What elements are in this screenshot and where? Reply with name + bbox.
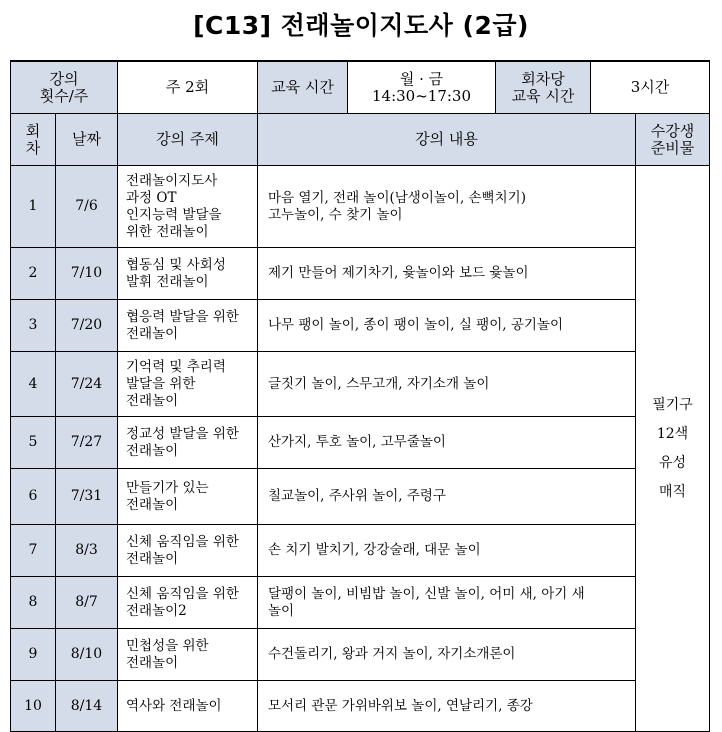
row-content: 산가지, 투호 놀이, 고무줄놀이 [258,417,636,469]
row-content: 제기 만들어 제기차기, 윷놀이와 보드 윷놀이 [258,248,636,300]
header-content: 강의 내용 [258,114,636,166]
session-value: 3시간 [591,61,710,114]
row-content: 모서리 관문 가위바위보 놀이, 연날리기, 종강 [258,681,636,732]
page-title: [C13] 전래놀이지도사 (2급) [193,11,529,40]
supplies-cell: 필기구 12색 유성 매직 [636,166,710,732]
row-date: 7/31 [56,469,118,525]
table-row [11,629,710,681]
row-number: 10 [11,681,56,732]
row-content: 달팽이 놀이, 비빔밥 놀이, 신발 놀이, 어미 새, 아기 새 놀이 [258,577,636,629]
row-topic: 신체 움직임을 위한 전래놀이 [118,525,258,577]
row-number: 1 [11,166,56,248]
row-topic: 만들기가 있는 전래놀이 [118,469,258,525]
row-content: 마음 열기, 전래 놀이(남생이놀이, 손뼉치기) 고누놀이, 수 찾기 놀이 [258,166,636,248]
row-date: 8/10 [56,629,118,681]
schedule-table [10,60,710,732]
table-row [11,166,710,248]
table-row [11,525,710,577]
row-date: 8/3 [56,525,118,577]
header-no: 회 차 [11,114,56,166]
row-date: 8/7 [56,577,118,629]
row-content: 수건돌리기, 왕과 거지 놀이, 자기소개론이 [258,629,636,681]
row-number: 9 [11,629,56,681]
row-topic: 신체 움직임을 위한 전래놀이2 [118,577,258,629]
table-row [11,300,710,352]
row-topic: 정교성 발달을 위한 전래놀이 [118,417,258,469]
row-date: 7/27 [56,417,118,469]
row-topic: 전래놀이지도사 과정 OT 인지능력 발달을 위한 전래놀이 [118,166,258,248]
header-date: 날짜 [56,114,118,166]
header-supplies: 수강생 준비물 [636,114,710,166]
row-date: 8/14 [56,681,118,732]
row-date: 7/20 [56,300,118,352]
table-row [11,577,710,629]
time-value: 월 · 금 14:30~17:30 [348,61,496,114]
row-topic: 협응력 발달을 위한 전래놀이 [118,300,258,352]
table-row [11,352,710,417]
row-number: 4 [11,352,56,417]
row-number: 3 [11,300,56,352]
row-date: 7/24 [56,352,118,417]
row-topic: 기억력 및 추리력 발달을 위한 전래놀이 [118,352,258,417]
header-topic: 강의 주제 [118,114,258,166]
row-topic: 민첩성을 위한 전래놀이 [118,629,258,681]
row-content: 칠교놀이, 주사위 놀이, 주령구 [258,469,636,525]
schedule-body [11,61,710,732]
row-number: 8 [11,577,56,629]
row-number: 2 [11,248,56,300]
count-label: 강의 횟수/주 [11,61,118,114]
table-row [11,681,710,732]
time-label: 교육 시간 [258,61,348,114]
meta-row [11,61,710,114]
table-row [11,469,710,525]
row-topic: 역사와 전래놀이 [118,681,258,732]
table-row [11,248,710,300]
row-number: 7 [11,525,56,577]
count-value: 주 2회 [118,61,258,114]
row-number: 6 [11,469,56,525]
row-date: 7/10 [56,248,118,300]
row-topic: 협동심 및 사회성 발휘 전래놀이 [118,248,258,300]
row-content: 손 치기 발치기, 강강술래, 대문 놀이 [258,525,636,577]
row-date: 7/6 [56,166,118,248]
row-content: 글짓기 놀이, 스무고개, 자기소개 놀이 [258,352,636,417]
header-row [11,114,710,166]
session-label: 회차당 교육 시간 [496,61,591,114]
table-row [11,417,710,469]
row-content: 나무 팽이 놀이, 종이 팽이 놀이, 실 팽이, 공기놀이 [258,300,636,352]
row-number: 5 [11,417,56,469]
